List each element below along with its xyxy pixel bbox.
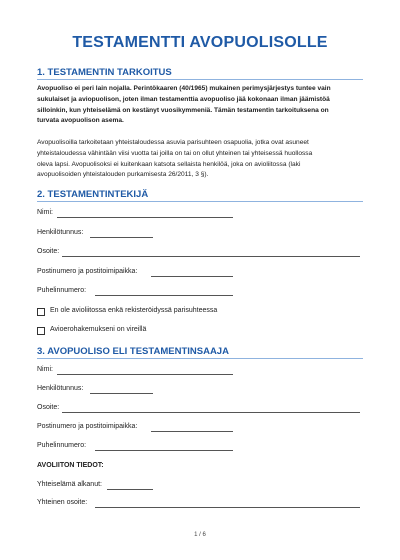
paragraph-line: oleva lapsi. Avopuolisoksi ei kuitenkaan katsota sellaista henkilöä, joka on avioliitossa (laki xyxy=(37,160,301,168)
field-label: Nimi: xyxy=(37,366,53,373)
field-label: Yhteinen osoite: xyxy=(37,499,88,506)
document-title: TESTAMENTTI AVOPUOLISOLLE xyxy=(72,34,328,51)
field-line xyxy=(95,450,233,451)
beneficiary-ssn-field[interactable] xyxy=(37,385,157,395)
beneficiary-postal-field[interactable] xyxy=(37,423,237,433)
field-line xyxy=(62,412,360,413)
testator-name-field[interactable] xyxy=(37,209,237,219)
paragraph-line: silloinkin, kun yhteiselämä on kestänyt vuosikymmeniä. Tämän testamentin tarkoituksena on xyxy=(37,106,329,114)
beneficiary-phone-field[interactable] xyxy=(37,442,237,452)
field-line xyxy=(107,489,153,490)
testator-ssn-field[interactable] xyxy=(37,229,157,239)
page-number: 1 / 6 xyxy=(194,532,206,538)
field-line xyxy=(90,237,153,238)
field-line xyxy=(57,217,233,218)
field-line xyxy=(95,507,360,508)
beneficiary-address-field[interactable] xyxy=(37,404,363,414)
field-label: Osoite: xyxy=(37,248,60,255)
section1-bold-paragraph xyxy=(37,84,365,127)
section1-paragraph xyxy=(37,138,365,181)
section1-heading: 1. TESTAMENTIN TARKOITUS xyxy=(37,67,172,78)
paragraph-line: Avopuoliso ei peri lain nojalla. Perintökaaren (40/1965) mukainen perimysjärjestys tuntee vain xyxy=(37,85,331,92)
field-line xyxy=(62,256,360,257)
field-label: Osoite: xyxy=(37,404,60,411)
section1-divider xyxy=(37,79,363,80)
field-label: Yhteiselämä alkanut: xyxy=(37,481,102,488)
field-label: Henkilötunnus: xyxy=(37,385,84,392)
paragraph-line: avopuolisoiden yhteistalouden purkamisesta 26/2011, 3 §). xyxy=(37,171,209,179)
field-label: Henkilötunnus: xyxy=(37,229,84,236)
field-label: Puhelinnumero: xyxy=(37,287,87,294)
field-line xyxy=(95,295,233,296)
testator-postal-field[interactable] xyxy=(37,268,237,278)
paragraph-line: turvata avopuolison asema. xyxy=(37,117,124,125)
beneficiary-name-field[interactable] xyxy=(37,366,237,376)
field-line xyxy=(151,431,233,432)
relationship-subheading: AVOLIITON TIEDOT: xyxy=(37,462,104,469)
section2-divider xyxy=(37,201,363,202)
field-line xyxy=(151,276,233,277)
paragraph-line: Avopuolisoilla tarkoitetaan yhteistaloudessa asuvia parisuhteen osapuolia, jotka ovat asuneet xyxy=(37,139,309,146)
field-label: Postinumero ja postitoimipaikka: xyxy=(37,423,138,430)
field-label: Postinumero ja postitoimipaikka: xyxy=(37,268,138,275)
field-label: Nimi: xyxy=(37,209,53,216)
section2-heading: 2. TESTAMENTINTEKIJÄ xyxy=(37,189,149,200)
field-line xyxy=(90,393,153,394)
paragraph-line: sukulaiset ja aviopuolison, joten ilman testamenttia avopuoliso jää kokonaan ilman jäämistöä xyxy=(37,95,330,103)
section3-divider xyxy=(37,358,363,359)
section3-heading: 3. AVOPUOLISO ELI TESTAMENTINSAAJA xyxy=(37,346,229,357)
testator-address-field[interactable] xyxy=(37,248,363,258)
checkbox-box[interactable] xyxy=(37,327,45,335)
checkbox-label: En ole avioliitossa enkä rekisteröidyssä parisuhteessa xyxy=(50,307,218,314)
paragraph-line: yhteistaloudessa vähintään viisi vuotta tai joilla on tai on ollut yhteinen tai yhteisessä huollossa xyxy=(37,149,313,157)
field-line xyxy=(57,374,233,375)
shared-address-field[interactable] xyxy=(37,499,363,509)
checkbox-box[interactable] xyxy=(37,308,45,316)
cohabitation-start-field[interactable] xyxy=(37,481,157,491)
field-label: Puhelinnumero: xyxy=(37,442,87,449)
testator-phone-field[interactable] xyxy=(37,287,237,297)
checkbox-label: Avioerohakemukseni on vireillä xyxy=(50,326,147,333)
